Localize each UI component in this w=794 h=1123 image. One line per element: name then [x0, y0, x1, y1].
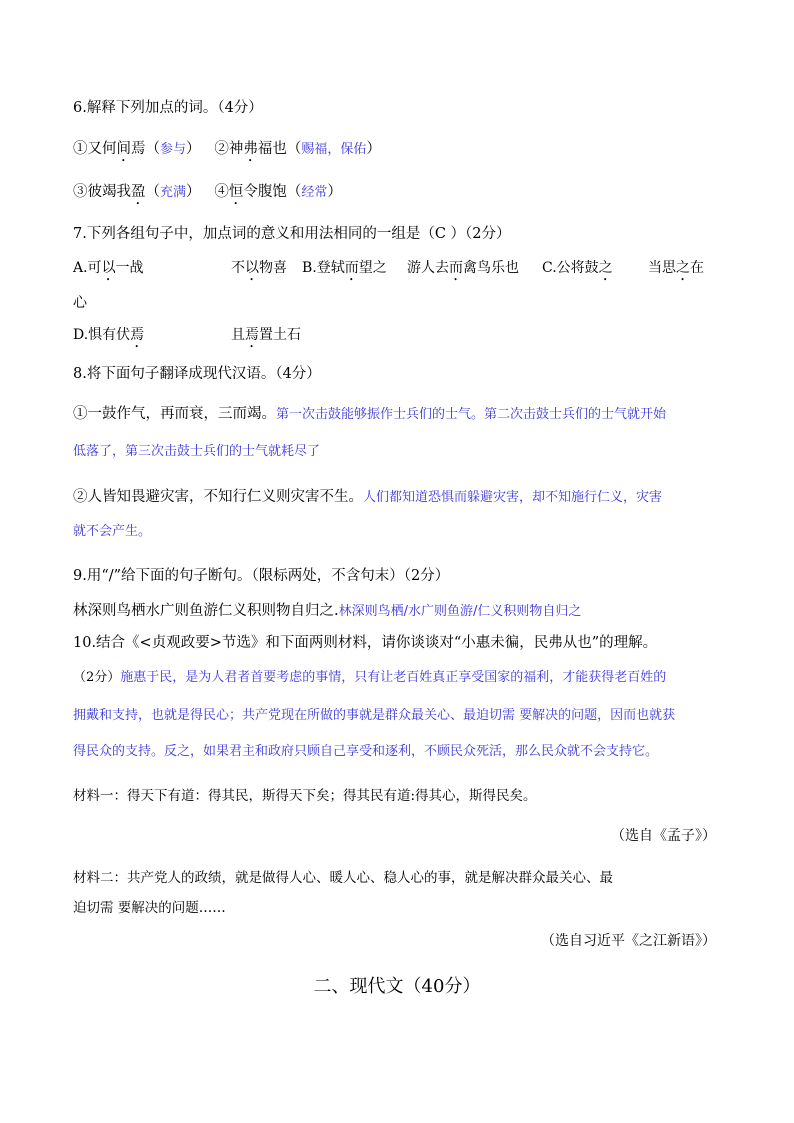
- q8-sentence-1: ①一鼓作气，再而衰，三而竭。第一次击鼓能够振作士兵们的士气。第二次击鼓士兵们的士气就开始: [73, 406, 667, 422]
- q7-option-c2: 当思之在: [648, 260, 704, 276]
- q10-answer-line-1: （2分）施惠于民，是为人君者首要考虑的事情，只有让老百姓真正享受国家的福利，才能获得老百姓的: [73, 670, 667, 685]
- q9-title: 9.用“/”给下面的句子断句。（限标两处，不含句末）（2分）: [73, 568, 450, 584]
- q7-option-d1: D.惧有伏焉: [73, 327, 145, 343]
- material-1-text: 材料一：得天下有道：得其民，斯得天下矣；得其民有道:得其心，斯得民矣。: [73, 788, 537, 804]
- material-2-text-b: 迫切需 要解决的问题……: [73, 900, 226, 916]
- q7-title: 7.下列各组句子中，加点词的意义和用法相同的一组是（C ）（2分）: [73, 226, 511, 242]
- q8-sentence-2: ②人皆知畏避灾害，不知行仁义则灾害不生。人们都知道恐惧而躲避灾害，却不知施行仁义，灾害: [73, 489, 663, 505]
- q8-title: 8.将下面句子翻译成现代汉语。（4分）: [73, 366, 321, 382]
- q6-row2: [73, 180, 342, 208]
- q6-answer-4: 经常: [301, 185, 328, 200]
- q10-answer-line-3: 得民众的支持。反之，如果君主和政府只顾自己享受和逐利，不顾民众死活，那么民众就不会支持它。: [73, 744, 659, 759]
- q8-answer-2-cont: 就不会产生。: [73, 524, 152, 539]
- q7-options-row1: [73, 257, 704, 284]
- material-2-source: （选自习近平《之江新语》）: [541, 933, 716, 949]
- q6-item2: ②神弗福也（赐福，保佑）: [214, 141, 381, 157]
- q6-answer-1: 参与: [160, 142, 187, 157]
- q7-option-b1: B.登轼而望之: [302, 260, 387, 276]
- q6-item1: ①又何间焉（参与）: [73, 141, 201, 157]
- q6-title: 6.解释下列加点的词。（4分）: [73, 100, 263, 116]
- q7-options-row2: [73, 324, 301, 351]
- q6-item4: ④恒令腹饱（经常）: [214, 184, 342, 200]
- q10-title: 10.结合《<贞观政要>节选》和下面两则材料，请你谈谈对“小惠未徧，民弗从也”的理解。: [73, 635, 658, 651]
- q6-row1: [73, 137, 381, 165]
- q9-sentence: 林深则鸟栖水广则鱼游仁义积则物自归之.林深则鸟栖/水广则鱼游/仁义积则物自归之: [73, 603, 582, 619]
- q6-answer-2: 赐福，保佑: [301, 142, 367, 157]
- q8-answer-1: 第一次击鼓能够振作士兵们的士气。第二次击鼓士兵们的士气就开始: [276, 407, 667, 422]
- section-title: 二、现代文（40分）: [313, 976, 481, 997]
- q7-option-b2: 游人去而禽鸟乐也: [407, 260, 519, 276]
- q9-answer: 林深则鸟栖/水广则鱼游/仁义积则物自归之: [338, 604, 582, 619]
- material-2-text-a: 材料二：共产党人的政绩，就是做得人心、暖人心、稳人心的事，就是解决群众最关心、最: [73, 870, 613, 886]
- q6-item3: ③彼竭我盈（充满）: [73, 184, 201, 200]
- q7-option-c1: C.公将鼓之: [542, 260, 613, 276]
- q7-option-a2: 不以物喜: [231, 260, 287, 276]
- q6-answer-3: 充满: [160, 185, 187, 200]
- q7-option-c-wrap: 心: [73, 295, 87, 311]
- q10-answer: 施惠于民，是为人君者首要考虑的事情，只有让老百姓真正享受国家的福利，才能获得老百姓的: [120, 670, 667, 685]
- q8-answer-1-cont: 低落了，第三次击鼓士兵们的士气就耗尽了: [73, 444, 321, 459]
- material-1-source: （选自《孟子》）: [611, 828, 716, 844]
- q10-answer-line-2: 拥戴和支持，也就是得民心；共产党现在所做的事就是群众最关心、最迫切需 要解决的问题，因而也就获: [73, 708, 676, 723]
- q7-option-d2: 且焉置土石: [231, 327, 301, 343]
- q8-answer-2: 人们都知道恐惧而躲避灾害，却不知施行仁义，灾害: [363, 490, 663, 505]
- q7-option-a1: A.可以一战: [73, 260, 144, 276]
